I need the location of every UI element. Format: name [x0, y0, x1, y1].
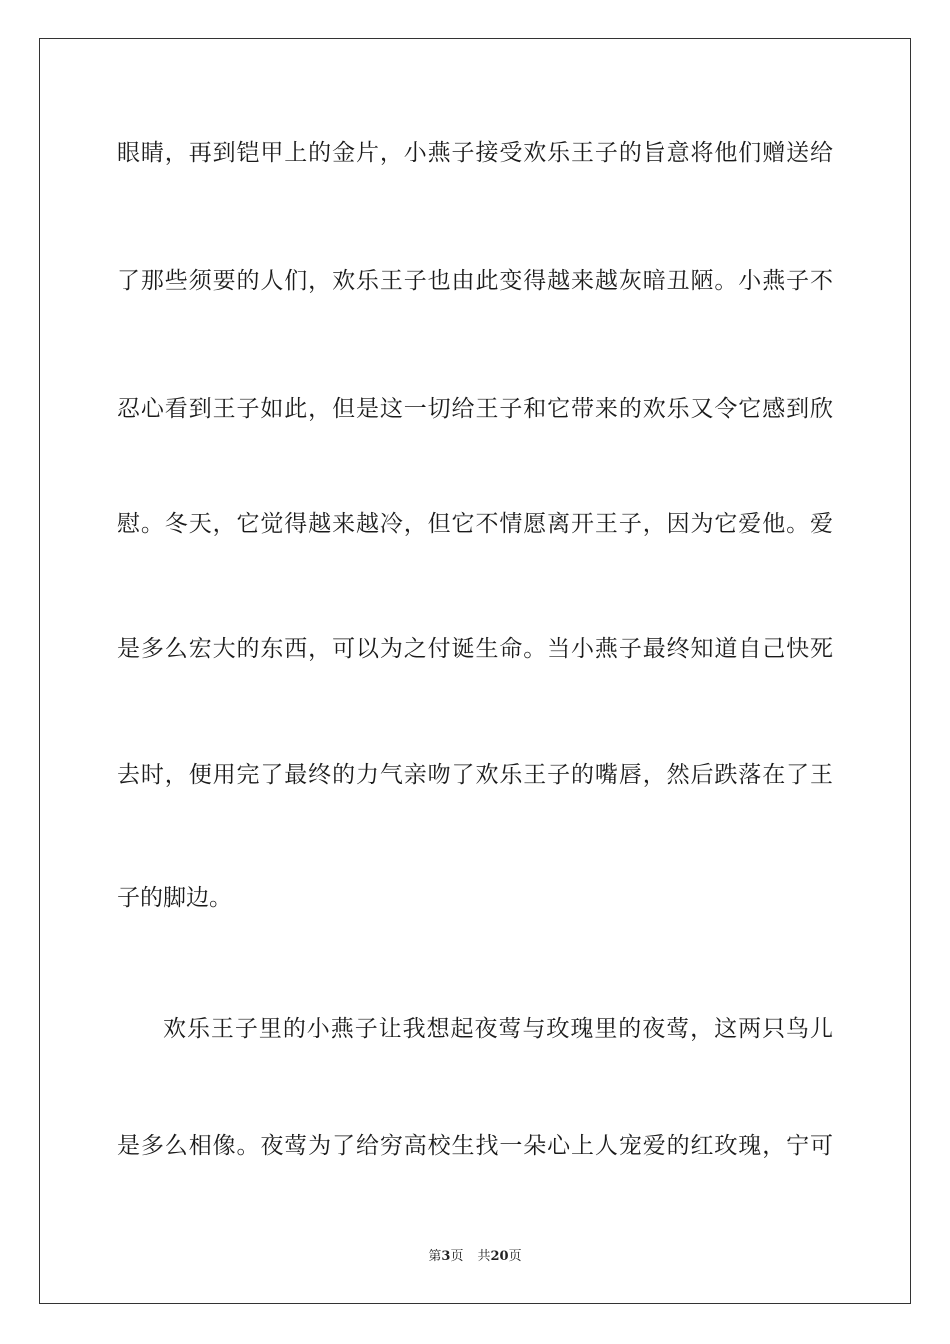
text-line: 是多么相像。夜莺为了给穷高校生找一朵心上人宠爱的红玫瑰，宁可 [117, 1133, 833, 1159]
page-label-prefix: 第 [428, 1249, 442, 1264]
page-label-suffix: 页 [450, 1249, 464, 1264]
page-footer [0, 1248, 950, 1266]
page-number: 3 [441, 1249, 451, 1264]
total-pages: 20 [490, 1249, 509, 1264]
total-label-suffix: 页 [508, 1249, 522, 1264]
text-line: 了那些须要的人们，欢乐王子也由此变得越来越灰暗丑陋。小燕子不 [117, 268, 833, 294]
text-line: 慰。冬天，它觉得越来越冷，但它不情愿离开王子，因为它爱他。爱 [117, 511, 833, 537]
paragraph-first-line: 欢乐王子里的小燕子让我想起夜莺与玫瑰里的夜莺，这两只鸟儿 [163, 1016, 833, 1042]
text-line: 忍心看到王子如此，但是这一切给王子和它带来的欢乐又令它感到欣 [117, 396, 833, 422]
total-label-prefix: 共 [477, 1249, 491, 1264]
text-line: 去时，便用完了最终的力气亲吻了欢乐王子的嘴唇，然后跌落在了王 [117, 762, 833, 788]
text-line: 子的脚边。 [117, 885, 232, 911]
page-border [39, 38, 911, 1304]
text-line: 眼睛，再到铠甲上的金片，小燕子接受欢乐王子的旨意将他们赠送给 [117, 140, 833, 166]
text-line: 是多么宏大的东西，可以为之付诞生命。当小燕子最终知道自己快死 [117, 636, 833, 662]
